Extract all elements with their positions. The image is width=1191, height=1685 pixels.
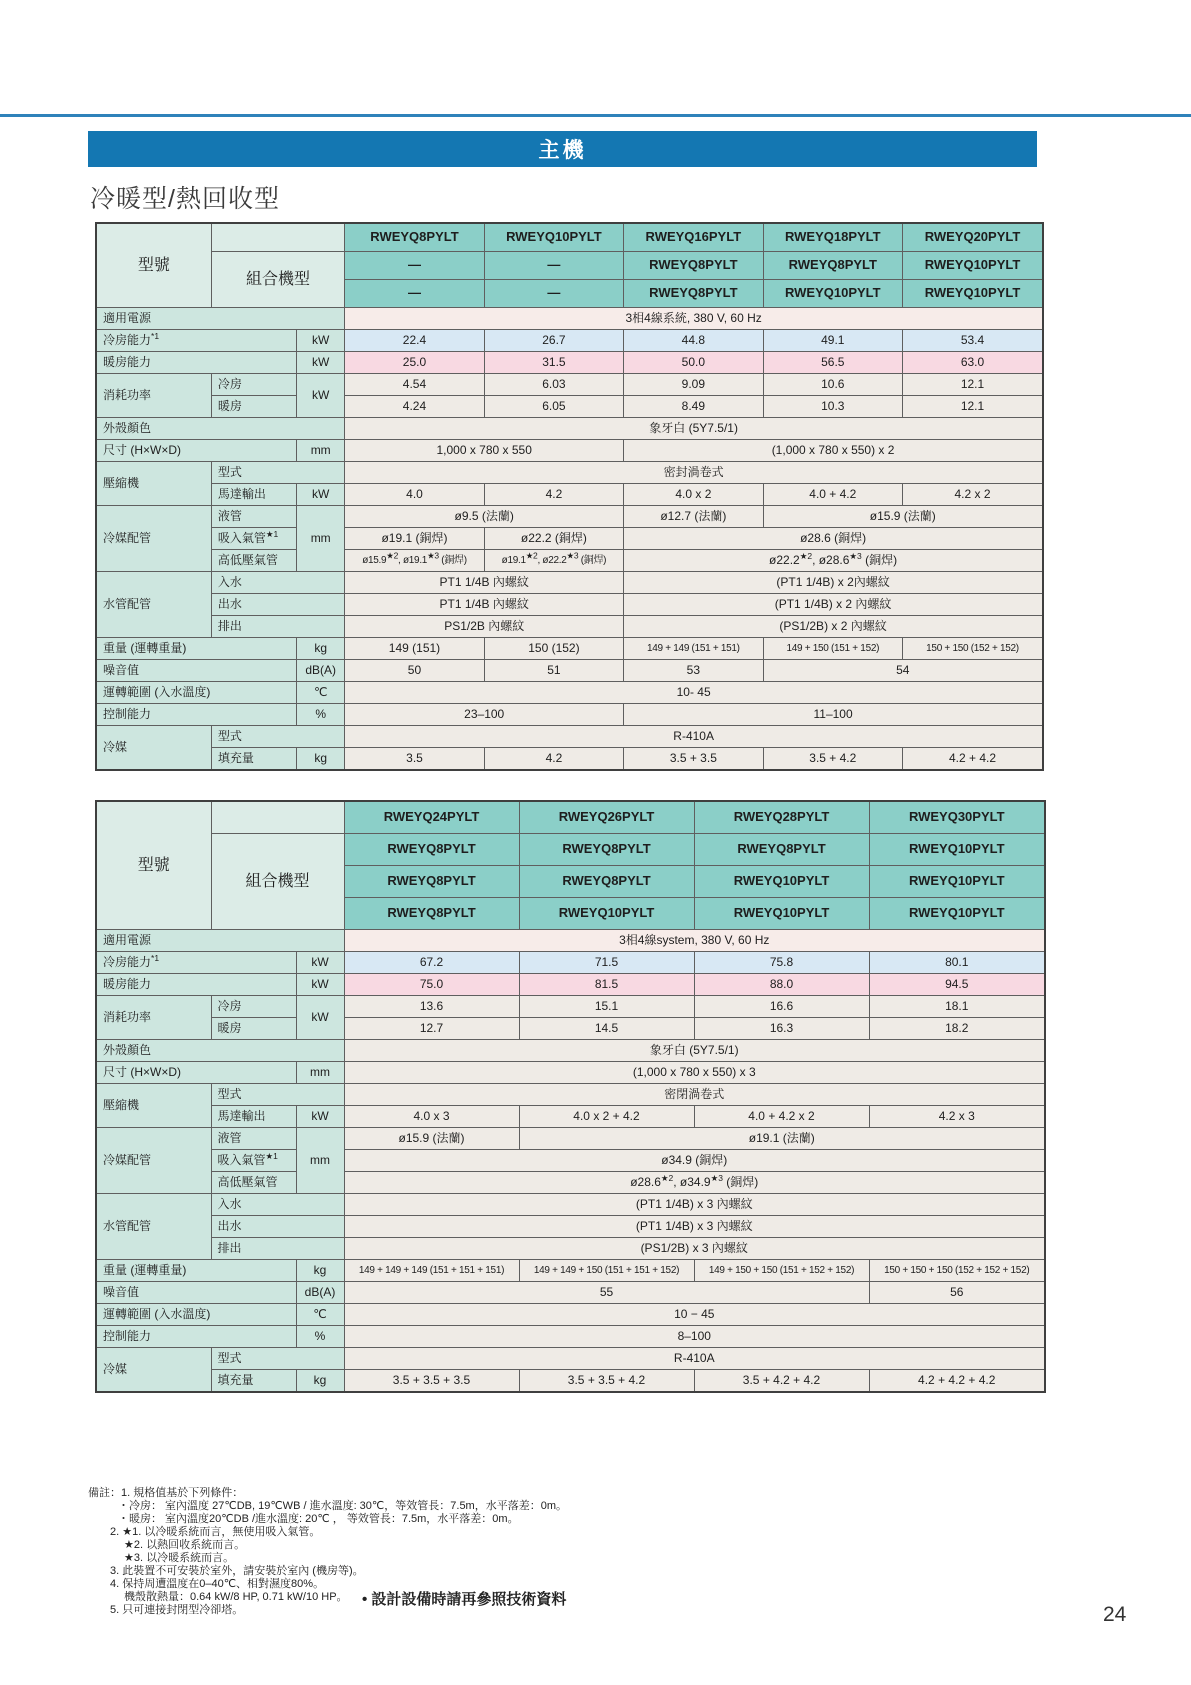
unit-cell: kg: [296, 1260, 344, 1282]
row-label-cooling-capacity: 冷房能力$^{*1}$: [96, 330, 297, 352]
sub-label-cooling: 冷房: [211, 996, 296, 1018]
sub-label-drain: 排出: [211, 616, 344, 638]
top-rule: [0, 114, 1191, 117]
row-label-model: 型號: [96, 223, 211, 308]
footnote-line: 2. ★1. 以冷暖系統而言，無使用吸入氣管。: [110, 1526, 321, 1538]
row-label-compressor: 壓縮機: [96, 462, 211, 506]
sub-label-liquid-pipe: 液管: [211, 506, 296, 528]
row-label-combination: 組合機型: [211, 252, 344, 308]
value-cell: ø19.1 (銅焊): [345, 528, 484, 550]
combo-model-cell: RWEYQ10PYLT: [903, 280, 1043, 308]
footnote-line: 5. 只可連接封閉型冷卻塔。: [110, 1604, 244, 1616]
combo-model-cell: RWEYQ8PYLT: [624, 280, 763, 308]
sub-label-type: 型式: [211, 1084, 344, 1106]
row-label-weight: 重量 (運轉重量): [96, 638, 297, 660]
value-cell: (PT1 1/4B) x 2 內螺紋: [624, 594, 1043, 616]
value-cell: 149 + 149 (151 + 151): [624, 638, 763, 660]
row-label-heating-capacity: 暖房能力: [96, 352, 297, 374]
value-cell: 10.3: [763, 396, 902, 418]
unit-cell: kW: [297, 330, 345, 352]
combo-model-cell: —: [484, 280, 623, 308]
value-cell: 67.2: [344, 952, 519, 974]
value-cell: 55: [344, 1282, 869, 1304]
spec-table-2-grid: [95, 800, 1046, 1393]
model-header-cell: RWEYQ8PYLT: [345, 223, 484, 252]
sub-label-type: 型式: [211, 1348, 344, 1370]
value-cell: 14.5: [519, 1018, 694, 1040]
unit-cell: kg: [296, 1370, 344, 1393]
value-cell: 149 + 149 + 149 (151 + 151 + 151): [344, 1260, 519, 1282]
row-label-noise: 噪音值: [96, 660, 297, 682]
value-cell: 51: [484, 660, 623, 682]
sub-label-motor-output: 馬達輸出: [211, 1106, 296, 1128]
value-cell: 81.5: [519, 974, 694, 996]
value-cell: 88.0: [694, 974, 869, 996]
combo-model-cell: RWEYQ10PYLT: [869, 834, 1045, 866]
value-cell: 50.0: [624, 352, 763, 374]
unit-cell: ℃: [296, 1304, 344, 1326]
unit-cell: dB(A): [296, 1282, 344, 1304]
value-cell: PS1/2B 內螺紋: [345, 616, 624, 638]
value-cell: 3相4線system, 380 V, 60 Hz: [344, 930, 1045, 952]
sub-label-high-low-gas-pipe: 高低壓氣管: [211, 550, 296, 572]
value-cell: $ø28.6^{★2}$, $ø34.9^{★3}$ (銅焊): [344, 1172, 1045, 1194]
sub-label-suction-gas-pipe: 吸入氣管$^{★1}$: [211, 1150, 296, 1172]
combo-model-cell: RWEYQ10PYLT: [694, 866, 869, 898]
value-cell: 16.3: [694, 1018, 869, 1040]
value-cell: 71.5: [519, 952, 694, 974]
value-cell: 149 (151): [345, 638, 484, 660]
value-cell: ø28.6 (銅焊): [624, 528, 1043, 550]
value-cell: 31.5: [484, 352, 623, 374]
value-cell: 4.2: [484, 748, 623, 771]
combo-model-cell: RWEYQ8PYLT: [344, 866, 519, 898]
row-label-water-piping: 水管配管: [96, 572, 211, 638]
row-label-dimensions: 尺寸 (H×W×D): [96, 440, 297, 462]
value-cell: (PT1 1/4B) x 3 內螺紋: [344, 1216, 1045, 1238]
page-number: 24: [1103, 1603, 1127, 1626]
combo-model-cell: RWEYQ8PYLT: [344, 834, 519, 866]
value-cell: 44.8: [624, 330, 763, 352]
row-label-control-capability: 控制能力: [96, 704, 297, 726]
row-label-noise: 噪音值: [96, 1282, 296, 1304]
row-label-water-piping: 水管配管: [96, 1194, 211, 1260]
combo-model-cell: RWEYQ8PYLT: [519, 866, 694, 898]
value-cell: 9.09: [624, 374, 763, 396]
value-cell: 53.4: [903, 330, 1043, 352]
footnote-line: ★2. 以熱回收系統而言。: [124, 1539, 246, 1551]
row-label-control-capability: 控制能力: [96, 1326, 296, 1348]
value-cell: ø9.5 (法蘭): [345, 506, 624, 528]
row-label-power-consumption: 消耗功率: [96, 996, 211, 1040]
value-cell: 53: [624, 660, 763, 682]
value-cell: 4.0 x 2: [624, 484, 763, 506]
row-label-power-consumption: 消耗功率: [96, 374, 211, 418]
sub-label-charge: 填充量: [211, 748, 296, 771]
value-cell: (PS1/2B) x 2 內螺紋: [624, 616, 1043, 638]
footnote-line: ・冷房： 室內溫度 27℃DB, 19℃WB / 進水溫度: 30℃，等效管長：7.5m，水平落差：0m。: [118, 1500, 568, 1512]
sub-label-water-in: 入水: [211, 572, 344, 594]
model-header-cell: RWEYQ26PYLT: [519, 801, 694, 834]
unit-cell: kW: [297, 352, 345, 374]
unit-cell: mm: [297, 440, 345, 462]
header-bar: 主機: [88, 131, 1037, 167]
unit-cell: kg: [297, 638, 345, 660]
value-cell: (PS1/2B) x 3 內螺紋: [344, 1238, 1045, 1260]
value-cell: 4.54: [345, 374, 484, 396]
combo-model-cell: RWEYQ8PYLT: [763, 252, 902, 280]
sub-label-charge: 填充量: [211, 1370, 296, 1393]
model-header-cell: RWEYQ16PYLT: [624, 223, 763, 252]
value-cell: 149 + 150 (151 + 152): [763, 638, 902, 660]
row-label-combination: 組合機型: [211, 834, 344, 930]
footnote-line: 備註：1. 規格值基於下列條件：: [88, 1487, 244, 1499]
value-cell: $ø19.1^{★2}$, $ø22.2^{★3}$ (銅焊): [484, 550, 623, 572]
value-cell: 3.5 + 4.2 + 4.2: [694, 1370, 869, 1393]
value-cell: 75.8: [694, 952, 869, 974]
value-cell: 10 − 45: [344, 1304, 1045, 1326]
header-empty-cell: [211, 801, 344, 834]
model-header-cell: RWEYQ28PYLT: [694, 801, 869, 834]
row-label-compressor: 壓縮機: [96, 1084, 211, 1128]
value-cell: 4.0 + 4.2 x 2: [694, 1106, 869, 1128]
value-cell: 10- 45: [345, 682, 1043, 704]
value-cell: ø15.9 (法蘭): [763, 506, 1043, 528]
value-cell: 63.0: [903, 352, 1043, 374]
row-label-power-supply: 適用電源: [96, 308, 345, 330]
row-label-refrigerant: 冷媒: [96, 1348, 211, 1393]
combo-model-cell: RWEYQ10PYLT: [869, 866, 1045, 898]
value-cell: 12.7: [344, 1018, 519, 1040]
header-empty-cell: [211, 223, 344, 252]
unit-cell: kW: [297, 484, 345, 506]
unit-cell: mm: [297, 506, 345, 572]
spec-table-2: [95, 800, 1046, 1393]
footnote-line: ・暖房： 室內溫度20℃DB /進水溫度: 20℃ ， 等效管長：7.5m，水平落差：0m。: [118, 1513, 519, 1525]
unit-cell: kW: [297, 374, 345, 418]
unit-cell: kW: [296, 974, 344, 996]
value-cell: 3相4線系統, 380 V, 60 Hz: [345, 308, 1043, 330]
value-cell: 4.0 + 4.2: [763, 484, 902, 506]
spec-table-1: [95, 222, 1044, 771]
unit-cell: kW: [296, 996, 344, 1040]
unit-cell: %: [296, 1326, 344, 1348]
value-cell: R-410A: [344, 1348, 1045, 1370]
model-header-cell: RWEYQ18PYLT: [763, 223, 902, 252]
footnote-line: 機殼散熱量：0.64 kW/8 HP, 0.71 kW/10 HP。: [124, 1591, 348, 1603]
value-cell: 象牙白 (5Y7.5/1): [345, 418, 1043, 440]
value-cell: 56.5: [763, 352, 902, 374]
combo-model-cell: —: [345, 280, 484, 308]
value-cell: 94.5: [869, 974, 1045, 996]
value-cell: 16.6: [694, 996, 869, 1018]
value-cell: 4.24: [345, 396, 484, 418]
value-cell: 3.5 + 4.2: [763, 748, 902, 771]
value-cell: ø34.9 (銅焊): [344, 1150, 1045, 1172]
value-cell: 3.5: [345, 748, 484, 771]
model-header-cell: RWEYQ10PYLT: [484, 223, 623, 252]
value-cell: 4.2 x 2: [903, 484, 1043, 506]
sub-label-water-out: 出水: [211, 594, 344, 616]
spec-table-1-grid: [95, 222, 1044, 771]
value-cell: 13.6: [344, 996, 519, 1018]
model-header-cell: RWEYQ20PYLT: [903, 223, 1043, 252]
value-cell: ø19.1 (法蘭): [519, 1128, 1045, 1150]
value-cell: 49.1: [763, 330, 902, 352]
unit-cell: kW: [296, 952, 344, 974]
value-cell: 3.5 + 3.5 + 3.5: [344, 1370, 519, 1393]
value-cell: PT1 1/4B 內螺紋: [345, 594, 624, 616]
sub-label-cooling: 冷房: [211, 374, 296, 396]
value-cell: 23–100: [345, 704, 624, 726]
sub-label-liquid-pipe: 液管: [211, 1128, 296, 1150]
combo-model-cell: RWEYQ8PYLT: [519, 834, 694, 866]
combo-model-cell: —: [484, 252, 623, 280]
combo-model-cell: RWEYQ8PYLT: [344, 898, 519, 930]
row-label-refrigerant: 冷媒: [96, 726, 211, 771]
model-header-cell: RWEYQ30PYLT: [869, 801, 1045, 834]
sub-label-type: 型式: [211, 726, 344, 748]
row-label-heating-capacity: 暖房能力: [96, 974, 296, 996]
design-reference-note: • 設計設備時請再參照技術資料: [362, 1591, 567, 1608]
unit-cell: mm: [296, 1128, 344, 1194]
value-cell: (1,000 x 780 x 550) x 2: [624, 440, 1043, 462]
unit-cell: dB(A): [297, 660, 345, 682]
sub-label-motor-output: 馬達輸出: [211, 484, 296, 506]
row-label-refrigerant-piping: 冷媒配管: [96, 1128, 211, 1194]
combo-model-cell: —: [345, 252, 484, 280]
unit-cell: kg: [297, 748, 345, 771]
section-title: 冷暖型/熱回收型: [90, 185, 280, 213]
row-label-model: 型號: [96, 801, 211, 930]
value-cell: 3.5 + 3.5: [624, 748, 763, 771]
sub-label-water-out: 出水: [211, 1216, 344, 1238]
value-cell: 149 + 150 + 150 (151 + 152 + 152): [694, 1260, 869, 1282]
value-cell: 3.5 + 3.5 + 4.2: [519, 1370, 694, 1393]
value-cell: R-410A: [345, 726, 1043, 748]
value-cell: 4.0: [345, 484, 484, 506]
value-cell: 密封渦卷式: [345, 462, 1043, 484]
combo-model-cell: RWEYQ8PYLT: [694, 834, 869, 866]
value-cell: 50: [345, 660, 484, 682]
combo-model-cell: RWEYQ10PYLT: [694, 898, 869, 930]
value-cell: 18.2: [869, 1018, 1045, 1040]
sub-label-high-low-gas-pipe: 高低壓氣管: [211, 1172, 296, 1194]
footnote-line: 4. 保持周遭溫度在0–40℃、相對濕度80%。: [110, 1578, 325, 1590]
value-cell: 10.6: [763, 374, 902, 396]
combo-model-cell: RWEYQ10PYLT: [903, 252, 1043, 280]
value-cell: (PT1 1/4B) x 2內螺紋: [624, 572, 1043, 594]
value-cell: 75.0: [344, 974, 519, 996]
sub-label-water-in: 入水: [211, 1194, 344, 1216]
value-cell: ø15.9 (法蘭): [344, 1128, 519, 1150]
row-label-power-supply: 適用電源: [96, 930, 344, 952]
value-cell: 22.4: [345, 330, 484, 352]
row-label-dimensions: 尺寸 (H×W×D): [96, 1062, 296, 1084]
value-cell: 4.2 x 3: [869, 1106, 1045, 1128]
unit-cell: ℃: [297, 682, 345, 704]
model-header-cell: RWEYQ24PYLT: [344, 801, 519, 834]
value-cell: 18.1: [869, 996, 1045, 1018]
value-cell: 26.7: [484, 330, 623, 352]
sub-label-heating: 暖房: [211, 396, 296, 418]
value-cell: 8.49: [624, 396, 763, 418]
row-label-weight: 重量 (運轉重量): [96, 1260, 296, 1282]
row-label-cooling-capacity: 冷房能力$^{*1}$: [96, 952, 296, 974]
value-cell: 150 + 150 + 150 (152 + 152 + 152): [869, 1260, 1045, 1282]
value-cell: 4.2 + 4.2 + 4.2: [869, 1370, 1045, 1393]
value-cell: 象牙白 (5Y7.5/1): [344, 1040, 1045, 1062]
value-cell: 25.0: [345, 352, 484, 374]
value-cell: 149 + 149 + 150 (151 + 151 + 152): [519, 1260, 694, 1282]
value-cell: 4.0 x 3: [344, 1106, 519, 1128]
combo-model-cell: RWEYQ8PYLT: [624, 252, 763, 280]
row-label-casing-color: 外殼顏色: [96, 418, 345, 440]
value-cell: 56: [869, 1282, 1045, 1304]
value-cell: PT1 1/4B 內螺紋: [345, 572, 624, 594]
sub-label-suction-gas-pipe: 吸入氣管$^{★1}$: [211, 528, 296, 550]
value-cell: (PT1 1/4B) x 3 內螺紋: [344, 1194, 1045, 1216]
value-cell: 12.1: [903, 396, 1043, 418]
unit-cell: kW: [296, 1106, 344, 1128]
value-cell: ø12.7 (法蘭): [624, 506, 763, 528]
value-cell: $ø22.2^{★2}$, $ø28.6^{★3}$ (銅焊): [624, 550, 1043, 572]
row-label-refrigerant-piping: 冷媒配管: [96, 506, 211, 572]
value-cell: 4.2: [484, 484, 623, 506]
value-cell: 150 + 150 (152 + 152): [903, 638, 1043, 660]
combo-model-cell: RWEYQ10PYLT: [519, 898, 694, 930]
value-cell: 12.1: [903, 374, 1043, 396]
value-cell: 15.1: [519, 996, 694, 1018]
footnote-line: 3. 此裝置不可安裝於室外，請安裝於室內 (機房等)。: [110, 1565, 364, 1577]
row-label-operation-range: 運轉範圍 (入水溫度): [96, 1304, 296, 1326]
value-cell: 150 (152): [484, 638, 623, 660]
row-label-operation-range: 運轉範圍 (入水溫度): [96, 682, 297, 704]
sub-label-drain: 排出: [211, 1238, 344, 1260]
combo-model-cell: RWEYQ10PYLT: [869, 898, 1045, 930]
value-cell: 4.0 x 2 + 4.2: [519, 1106, 694, 1128]
unit-cell: mm: [296, 1062, 344, 1084]
value-cell: 8–100: [344, 1326, 1045, 1348]
value-cell: 密閉渦卷式: [344, 1084, 1045, 1106]
value-cell: $ø15.9^{★2}$, $ø19.1^{★3}$ (銅焊): [345, 550, 484, 572]
value-cell: 6.05: [484, 396, 623, 418]
row-label-casing-color: 外殼顏色: [96, 1040, 344, 1062]
value-cell: 6.03: [484, 374, 623, 396]
sub-label-type: 型式: [211, 462, 344, 484]
combo-model-cell: RWEYQ10PYLT: [763, 280, 902, 308]
sub-label-heating: 暖房: [211, 1018, 296, 1040]
value-cell: 1,000 x 780 x 550: [345, 440, 624, 462]
value-cell: (1,000 x 780 x 550) x 3: [344, 1062, 1045, 1084]
value-cell: 4.2 + 4.2: [903, 748, 1043, 771]
footnote-line: ★3. 以冷暖系統而言。: [124, 1552, 235, 1564]
value-cell: 80.1: [869, 952, 1045, 974]
value-cell: ø22.2 (銅焊): [484, 528, 623, 550]
unit-cell: %: [297, 704, 345, 726]
value-cell: 54: [763, 660, 1043, 682]
value-cell: 11–100: [624, 704, 1043, 726]
